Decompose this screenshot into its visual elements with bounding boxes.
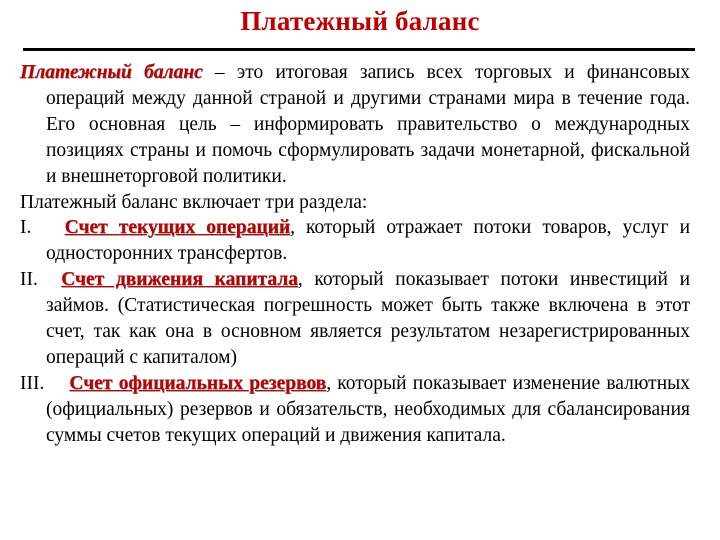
section-text: , который показывает потоки инвестиций и займов. (Статистическая погрешность может быть также включена в этот счет, так как она в основном является результатом незарегистрированных операций с капиталом) bbox=[46, 269, 690, 368]
section-text: , который отражает потоки товаров, услуг и односторонних трансфертов. bbox=[46, 217, 690, 265]
slide-body bbox=[20, 60, 690, 449]
section-current-account bbox=[20, 215, 690, 267]
title-divider bbox=[23, 48, 695, 51]
section-numeral: II. bbox=[20, 269, 38, 291]
page-title: Платежный баланс bbox=[240, 6, 480, 36]
section-name: Счет движения капитала bbox=[61, 269, 298, 291]
definition-paragraph bbox=[20, 60, 690, 190]
section-numeral: III. bbox=[20, 372, 45, 394]
section-numeral: I. bbox=[20, 217, 32, 239]
intro-text: Платежный баланс включает три раздела: bbox=[20, 191, 368, 213]
definition-term: Платежный баланс bbox=[20, 62, 203, 83]
section-capital-account bbox=[20, 267, 690, 371]
definition-text: – это итоговая запись всех торговых и финансовых операций между данной страной и другими странами мира в течение года. Его основная цель – информировать правительство о международных позициях страны и помочь сформулировать задачи монетарной, фискальной и внешнеторговой политики. bbox=[46, 62, 690, 187]
section-name: Счет текущих операций bbox=[64, 217, 291, 239]
section-name: Счет официальных резервов bbox=[69, 372, 327, 394]
section-official-reserves bbox=[20, 371, 690, 449]
intro-paragraph bbox=[20, 190, 690, 216]
section-text: , который показывает изменение валютных (официальных) резервов и обязательств, необходимых для сбалансирования суммы счетов текущих операций и движения капитала. bbox=[46, 372, 690, 446]
